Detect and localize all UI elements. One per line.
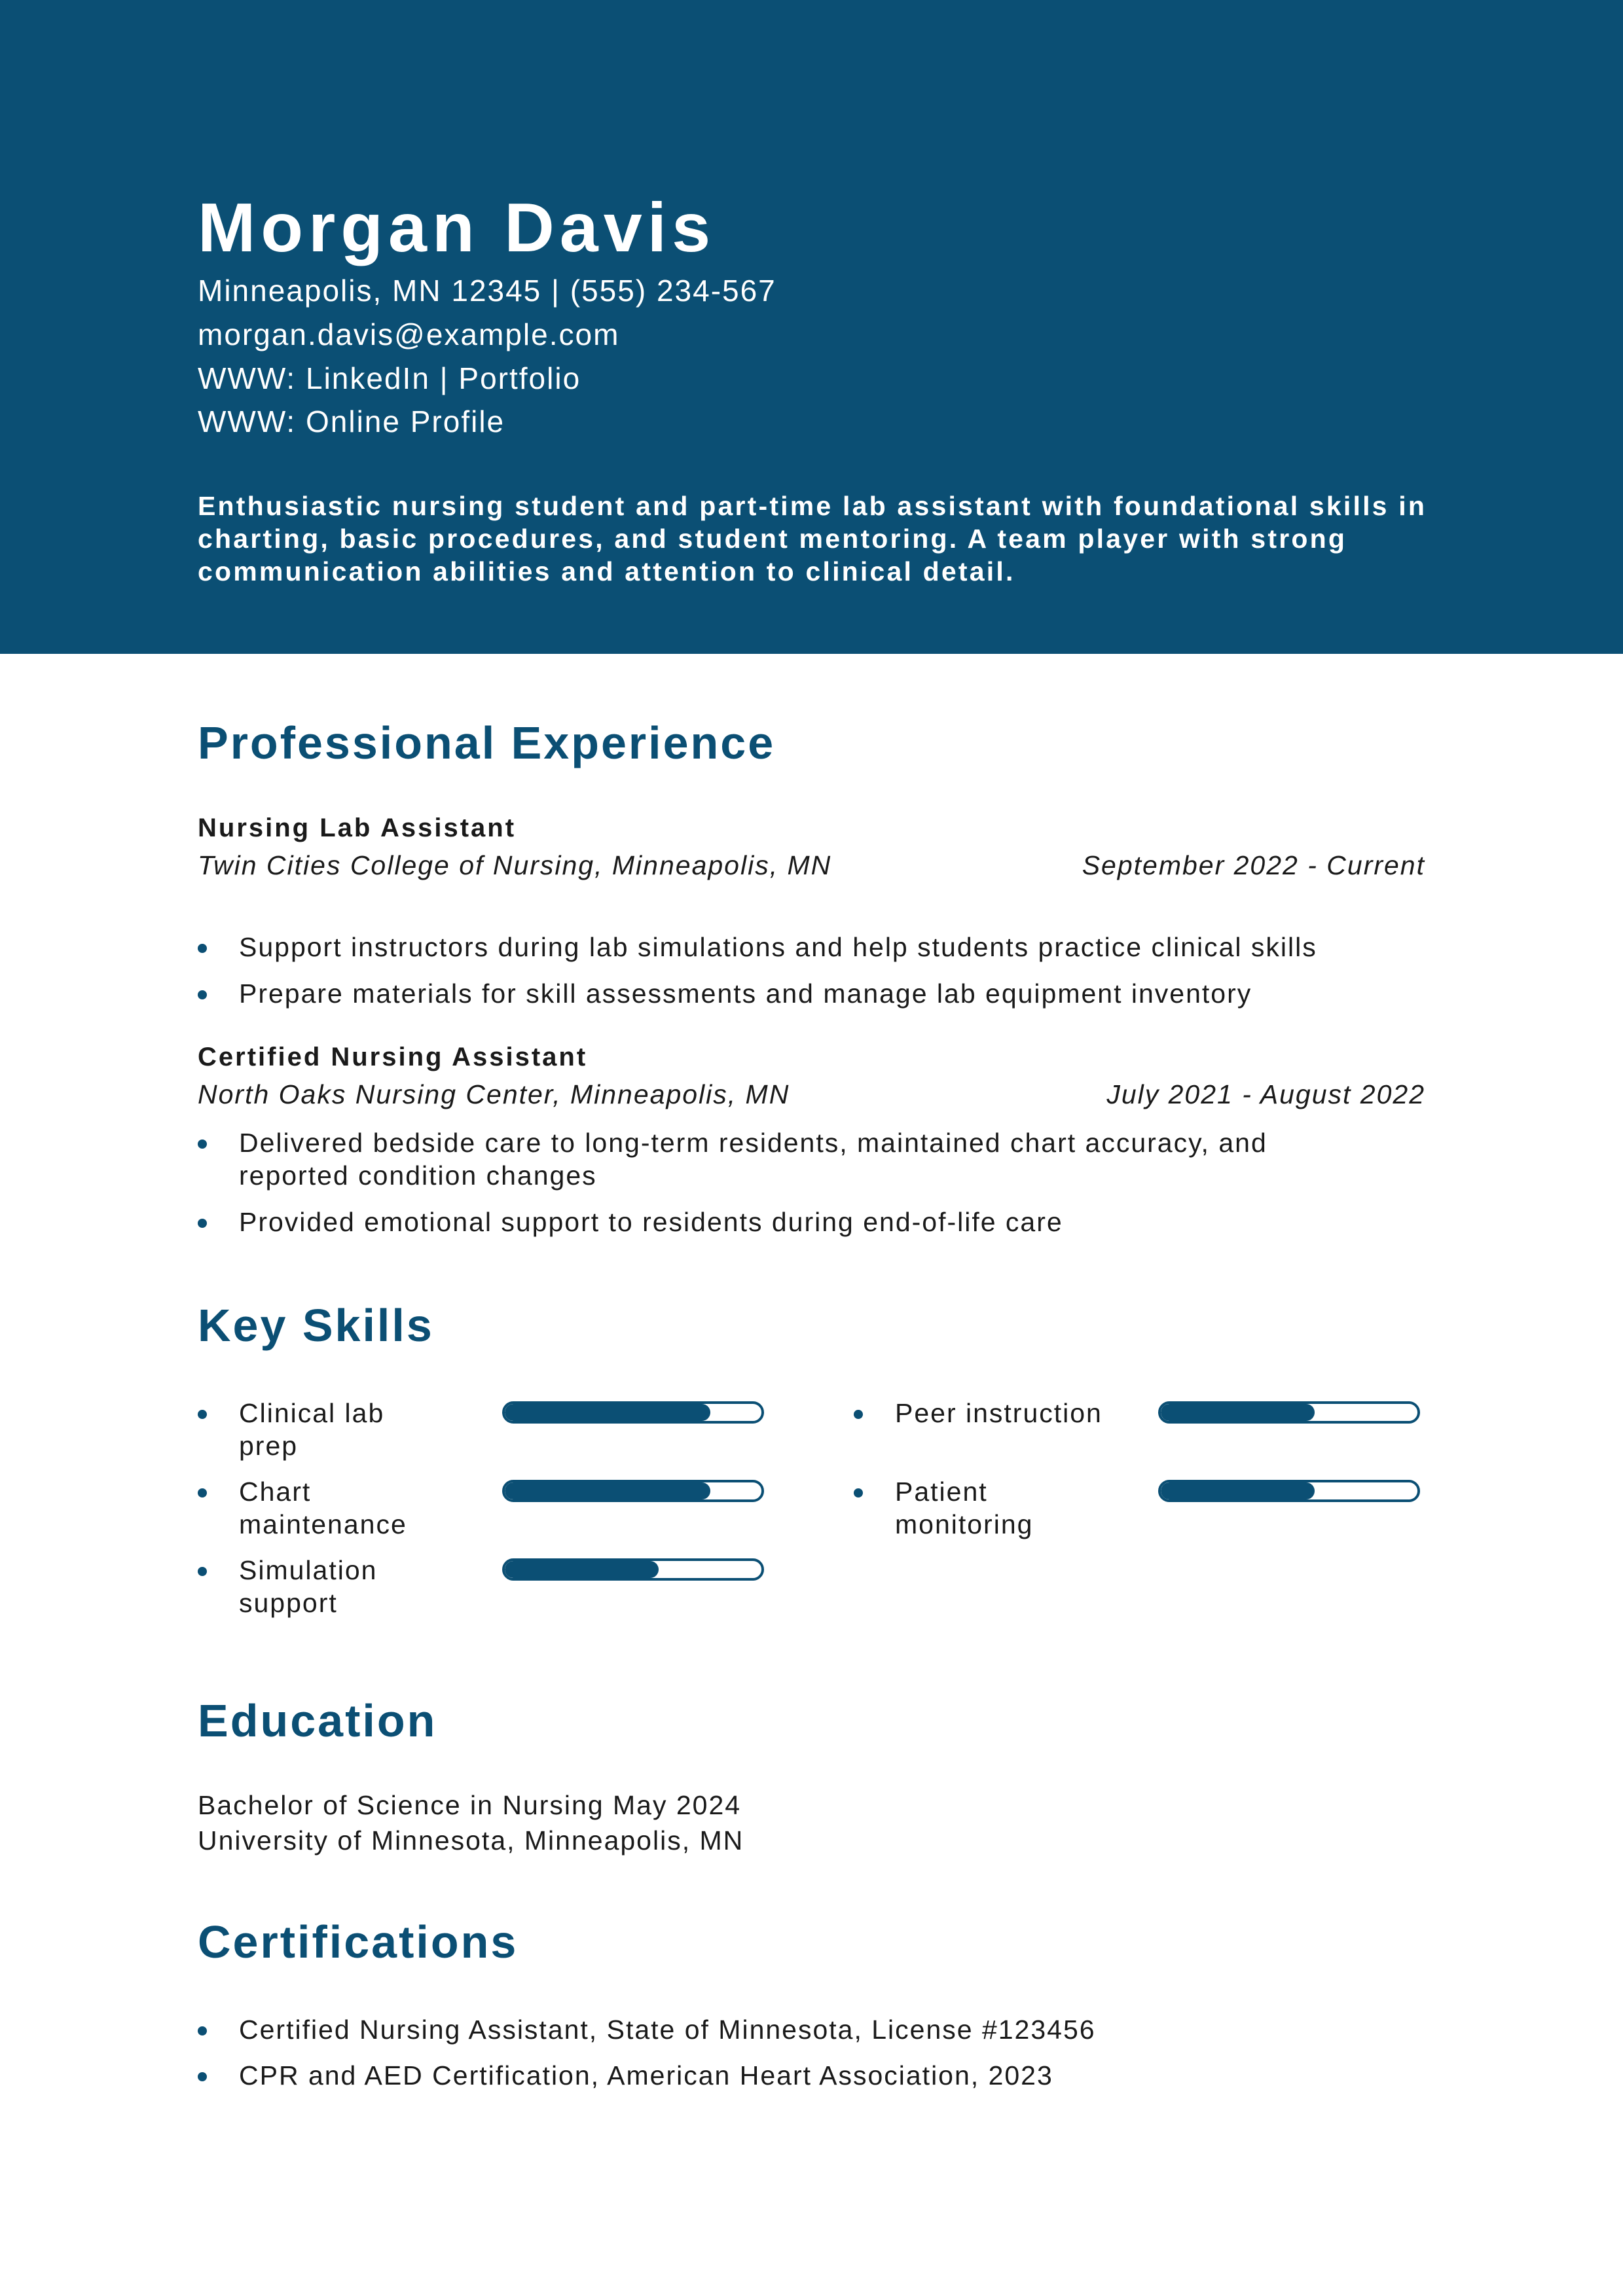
skill-level-bar <box>502 1401 764 1424</box>
list-item: Certified Nursing Assistant, State of Minnesota, License #123456 <box>198 2013 1096 2046</box>
web-links[interactable]: WWW: LinkedIn | Portfolio <box>198 361 581 395</box>
skill-item: Clinical lab prep <box>198 1397 388 1462</box>
web-profile[interactable]: WWW: Online Profile <box>198 404 505 439</box>
list-item: Delivered bedside care to long-term residents, maintained chart accuracy, and reported condition changes <box>198 1126 1350 1192</box>
list-item: Prepare materials for skill assessments and manage lab equipment inventory <box>198 977 1252 1010</box>
skill-item: Chart maintenance <box>198 1475 420 1541</box>
skill-level-bar <box>1158 1480 1420 1502</box>
section-title-skills: Key Skills <box>198 1300 434 1351</box>
job-title: Nursing Lab Assistant <box>198 814 517 842</box>
candidate-name: Morgan Davis <box>198 189 716 266</box>
bullet-icon <box>198 1567 207 1576</box>
summary: Enthusiastic nursing student and part-time lab assistant with foundational skills in charting, basic procedures, and student mentoring. A team player with strong communication abilities and attention to clinical detail. <box>198 491 1427 586</box>
bullet-icon <box>198 1139 207 1149</box>
section-title-certifications: Certifications <box>198 1916 519 1967</box>
list-item: Provided emotional support to residents during end-of-life care <box>198 1206 1063 1238</box>
education-school: University of Minnesota, Minneapolis, MN <box>198 1825 744 1856</box>
bullet-icon <box>198 1488 207 1498</box>
skill-level-fill <box>505 1561 659 1578</box>
skill-item: Simulation support <box>198 1554 388 1619</box>
job-company: Twin Cities College of Nursing, Minneapolis, MN <box>198 850 832 880</box>
skill-item: Peer instruction <box>854 1397 1116 1429</box>
bullet-icon <box>198 1410 207 1419</box>
job-company: North Oaks Nursing Center, Minneapolis, MN <box>198 1079 790 1109</box>
bullet-icon <box>198 990 207 999</box>
skill-level-bar <box>1158 1401 1420 1424</box>
bullet-icon <box>198 1219 207 1228</box>
list-item: Support instructors during lab simulations and help students practice clinical skills <box>198 931 1317 963</box>
job-title: Certified Nursing Assistant <box>198 1043 588 1071</box>
skill-item: Patient monitoring <box>854 1475 1044 1541</box>
email-link[interactable]: morgan.davis@example.com <box>198 317 620 351</box>
job-dates: July 2021 - August 2022 <box>1106 1079 1425 1109</box>
skill-level-fill <box>505 1482 710 1499</box>
section-title-experience: Professional Experience <box>198 717 776 768</box>
job-dates: September 2022 - Current <box>1082 850 1425 880</box>
bullet-icon <box>854 1410 863 1419</box>
location-phone: Minneapolis, MN 12345 | (555) 234-567 <box>198 274 776 308</box>
skill-level-fill <box>1161 1482 1315 1499</box>
section-title-education: Education <box>198 1695 437 1746</box>
skill-level-bar <box>502 1480 764 1502</box>
bullet-icon <box>198 944 207 953</box>
skill-level-fill <box>1161 1404 1315 1421</box>
bullet-icon <box>198 2072 207 2081</box>
header-banner <box>0 0 1623 654</box>
skill-level-bar <box>502 1558 764 1581</box>
bullet-icon <box>198 2026 207 2036</box>
education-degree: Bachelor of Science in Nursing May 2024 <box>198 1790 742 1820</box>
bullet-icon <box>854 1488 863 1498</box>
list-item: CPR and AED Certification, American Heart Association, 2023 <box>198 2059 1053 2092</box>
skill-level-fill <box>505 1404 710 1421</box>
